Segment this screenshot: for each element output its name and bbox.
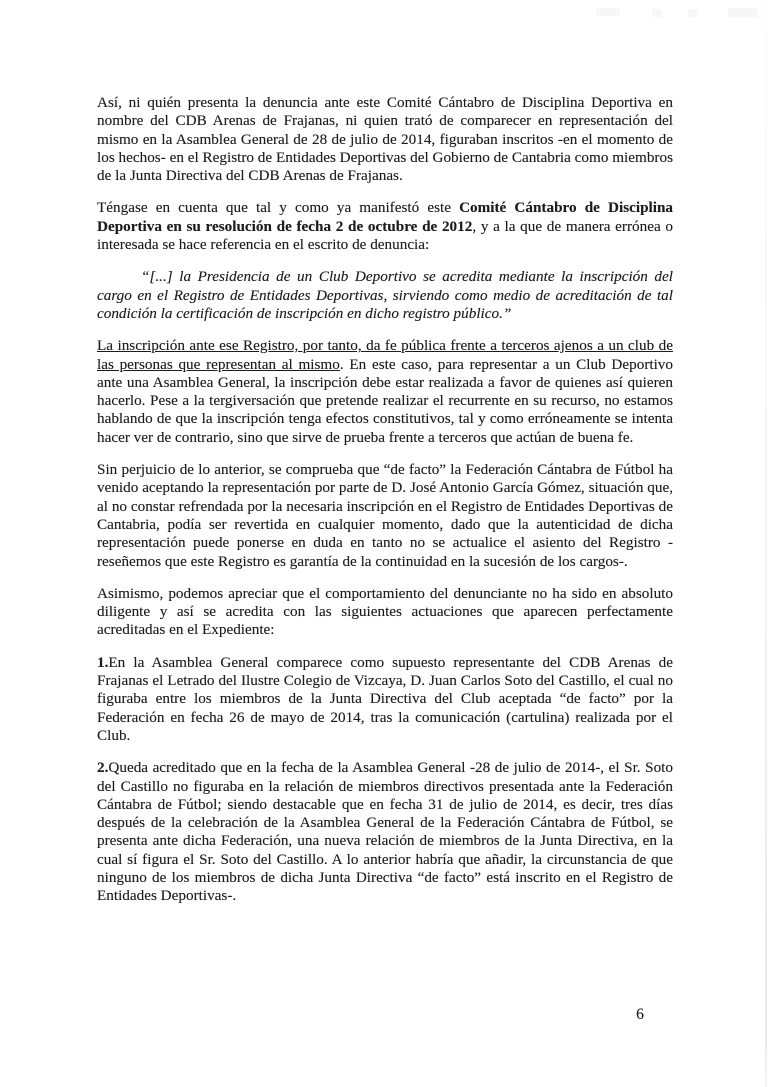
list-item-2-number: 2.: [97, 759, 109, 777]
blockquote-resolucion: “[...] la Presidencia de un Club Deportivo se acredita mediante la inscripción del cargo en el Registro de Entidades Deportivas, sirviendo como medio de acreditación de tal condición la certificación de inscripción en dicho registro público.”: [97, 268, 673, 322]
paragraph-asimismo: Asimismo, podemos apreciar que el comportamiento del denunciante no ha sido en absoluto diligente y así se acredita con las siguientes actuaciones que aparecen perfectamente acreditadas en el Expediente:: [97, 584, 673, 639]
scan-edge-shadow: [765, 0, 767, 1087]
paragraph-resolucion-tail: , y a la que de manera errónea o interesada se hace referencia en el escrito de denuncia:: [97, 217, 673, 254]
paragraph-inscripcion: [97, 337, 673, 447]
paragraph-intro: Así, ni quién presenta la denuncia ante este Comité Cántabro de Disciplina Deportiva en nombre del CDB Arenas de Frajanas, ni quien trató de comparecer en representación del mismo en la Asamblea General de 28 de julio de 2014, figuraban inscritos -en el momento de los hechos- en el Registro de Entidades Deportivas del Gobierno de Cantabria como miembros de la Junta Directiva del CDB Arenas de Frajanas.: [97, 94, 673, 185]
paragraph-resolucion-bold: Comité Cántabro de Disciplina Deportiva en su resolución de fecha 2 de octubre de 2012: [97, 199, 673, 235]
list-item-1-number: 1.: [97, 653, 109, 671]
paragraph-inscripcion-underlined: La inscripción ante ese Registro, por tanto, da fe pública frente a terceros ajenos a un club de las personas que representan al mismo: [97, 337, 673, 373]
list-item-2-text: Queda acreditado que en la fecha de la Asamblea General -28 de julio de 2014-, el Sr. Soto del Castillo no figuraba en la relación de miembros directivos presentada ante la Federación Cántabra de Fútbol; siendo destacable que en fecha 31 de julio de 2014, es decir, tres días después de la celebración de la Asamblea General de la Federación Cántabra de Fútbol, se presenta ante dicha Federación, una nueva relación de miembros de la Junta Directiva, en la cual sí figura el Sr. Soto del Castillo. A lo anterior habría que añadir, la circunstancia de que ninguno de los miembros de dicha Junta Directiva “de facto” está inscrito en el Registro de Entidades Deportivas-.: [97, 759, 673, 905]
paragraph-sin-perjuicio: Sin perjuicio de lo anterior, se comprueba que “de facto” la Federación Cántabra de Fútbol ha venido aceptando la representación por parte de D. José Antonio García Gómez, situación que, al no constar refrendada por la necesaria inscripción en el Registro de Entidades Deportivas de Cantabria, podía ser revertida en cualquier momento, dado que la autenticidad de dicha representación puede ponerse en duda en tanto no se actualice el asiento del Registro -reseñemos que este Registro es garantía de la continuidad en la sucesión de los cargos-.: [97, 461, 673, 570]
paragraph-resolucion-lead: Téngase en cuenta que tal y como ya manifestó este: [97, 199, 460, 217]
list-item-2: [97, 759, 673, 905]
document-body: [97, 94, 673, 920]
page-number: 6: [636, 1006, 644, 1023]
list-item-1-text: En la Asamblea General comparece como supuesto representante del CDB Arenas de Frajanas el Letrado del Ilustre Colegio de Vizcaya, D. Juan Carlos Soto del Castillo, el cual no figuraba entre los miembros de la Junta Directiva del Club aceptada “de facto” por la Federación en fecha 26 de mayo de 2014, tras la comunicación (cartulina) realizada por el Club.: [97, 653, 673, 744]
scan-artifact: [652, 9, 662, 17]
scan-artifact: [688, 9, 698, 17]
scan-artifact: [596, 8, 620, 16]
scan-artifact: [728, 8, 758, 17]
list-item-1: [97, 654, 673, 745]
paragraph-inscripcion-rest: . En este caso, para representar a un Club Deportivo ante una Asamblea General, la inscripción debe estar realizada a favor de quienes así quieren hacerlo. Pese a la tergiversación que pretende realizar el recurrente en su recurso, no estamos hablando de que la inscripción tenga efectos constitutivos, tal y como erróneamente se intenta hacer ver de contrario, sino que sirve de prueba frente a terceros que actúan de buena fe.: [97, 355, 673, 446]
paragraph-resolucion: [97, 199, 673, 254]
